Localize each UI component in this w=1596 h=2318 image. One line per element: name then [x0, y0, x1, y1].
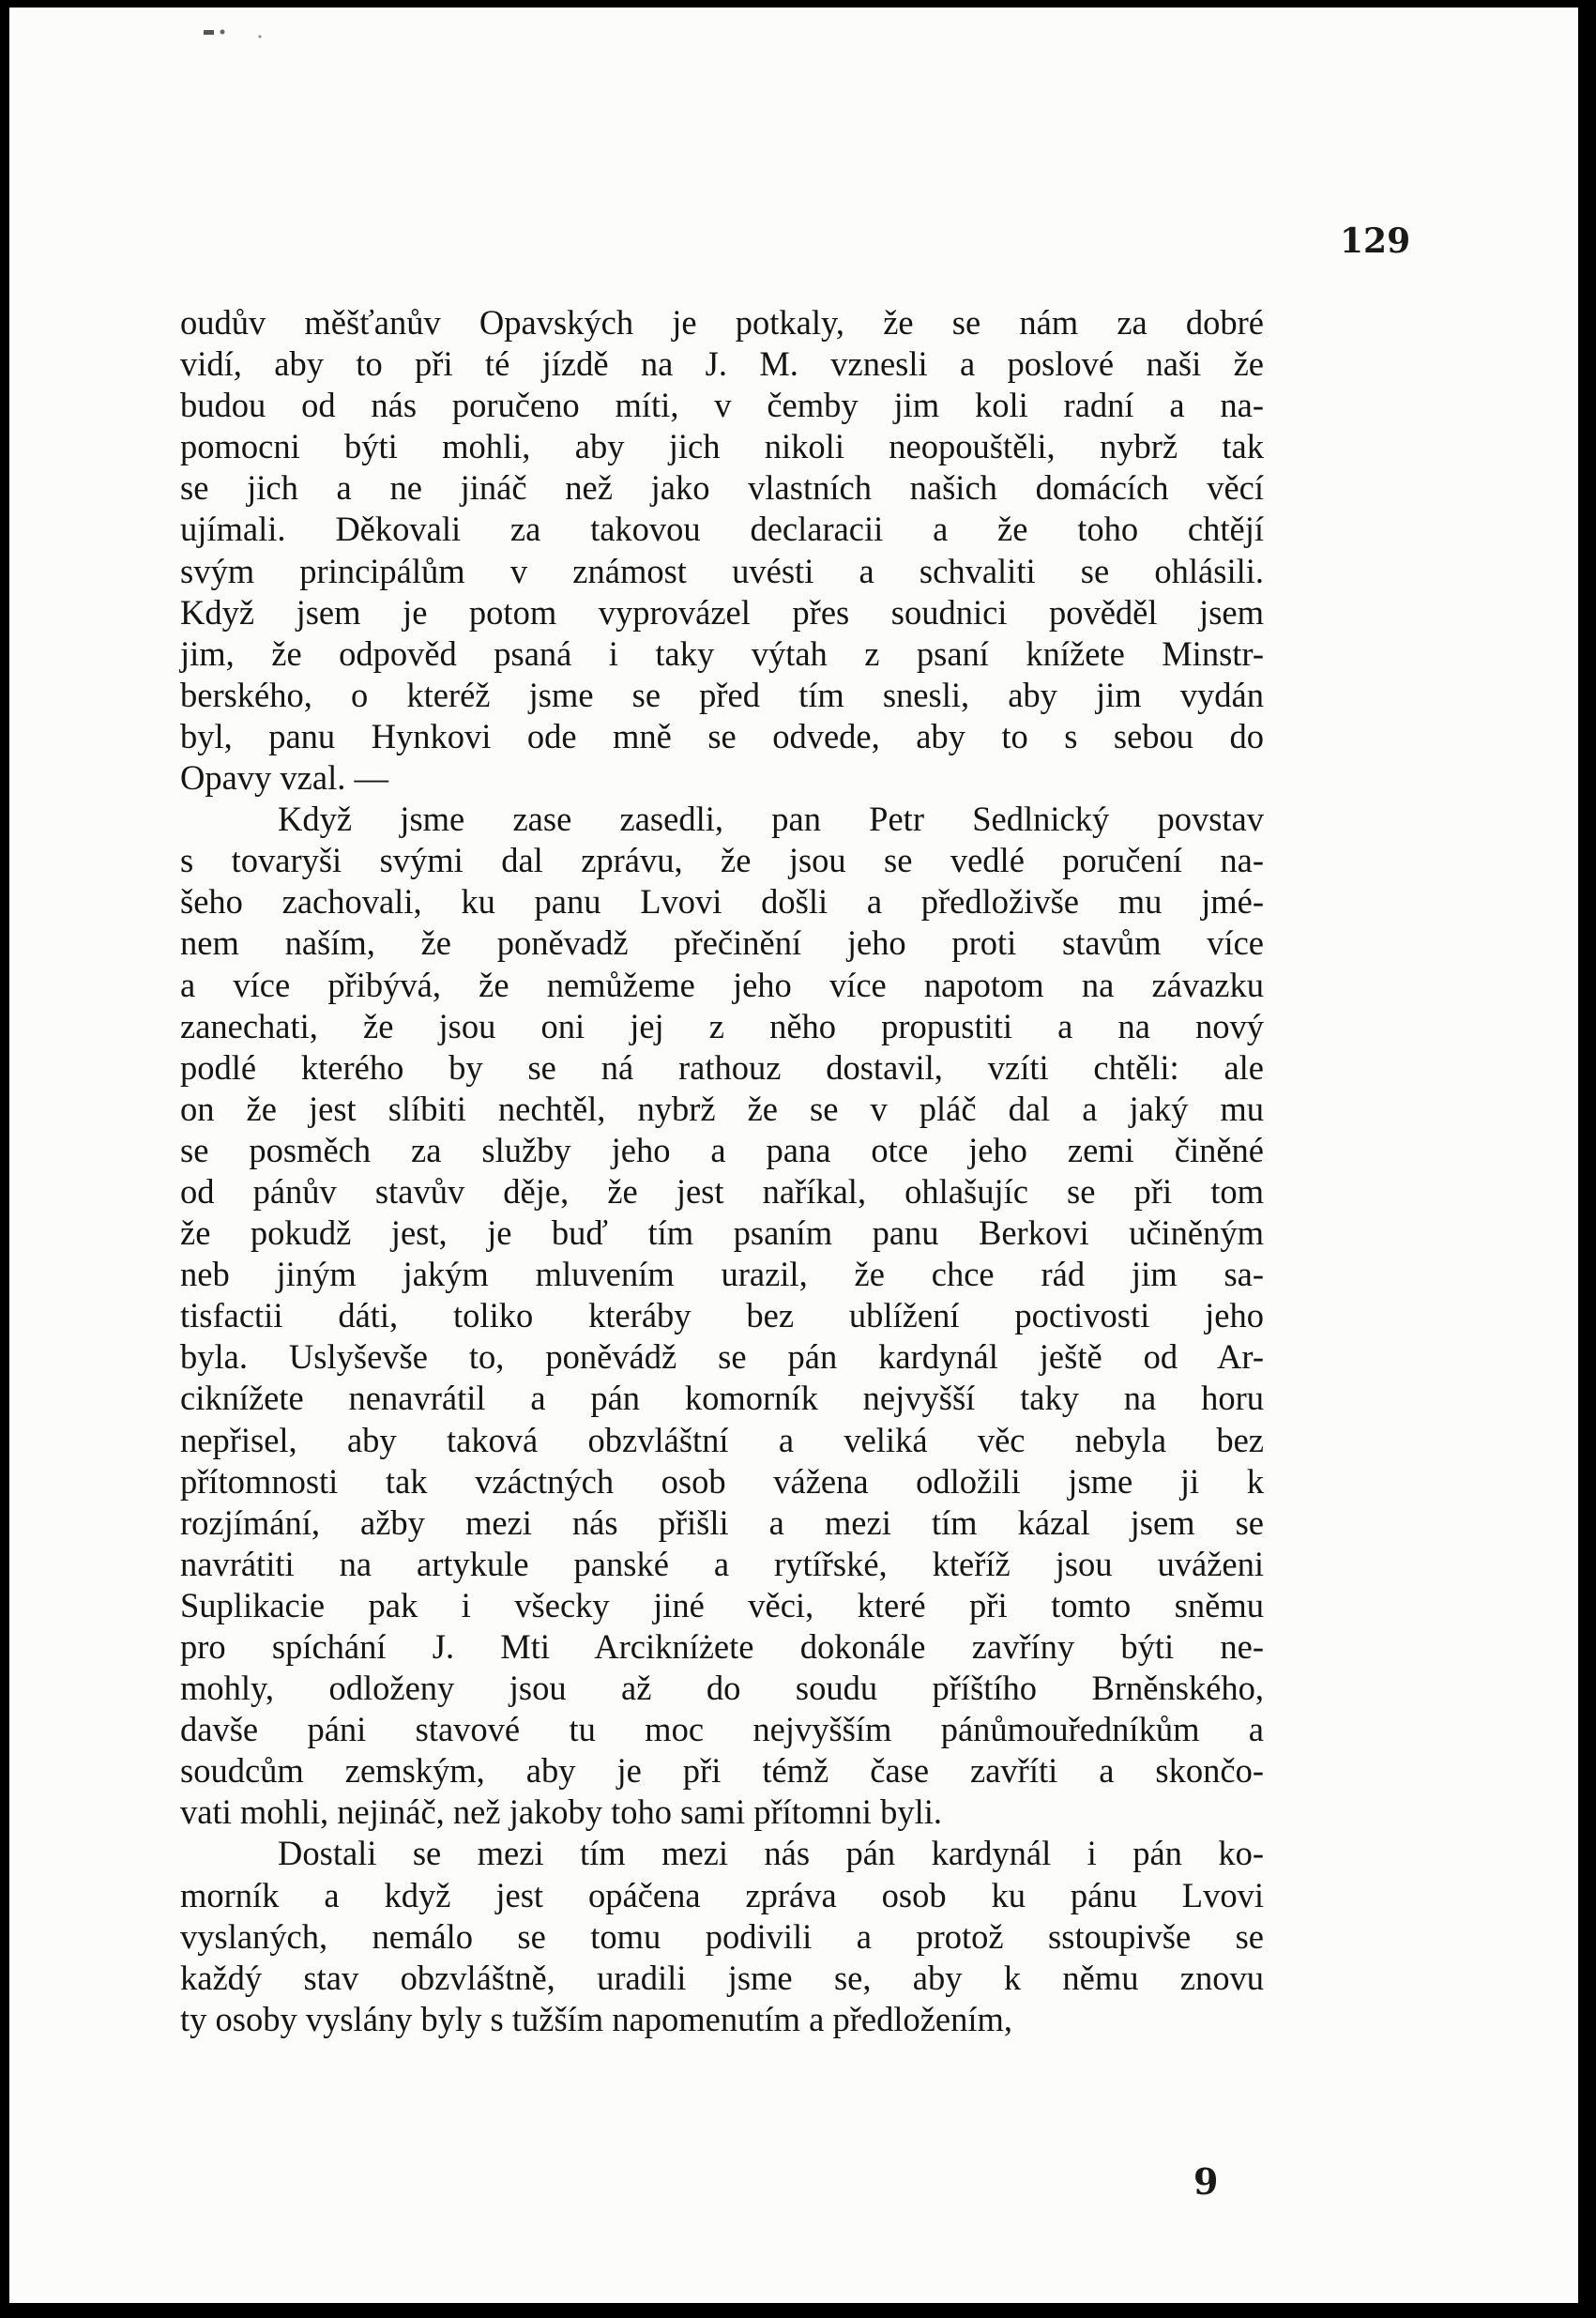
text-line: vati mohli, nejináč, než jakoby toho sami přítomni byli.: [180, 1792, 942, 1832]
text-line: Když jsme zase zasedli, pan Petr Sedlnický povstav: [278, 800, 1264, 839]
text-line: morník a když jest opáčena zpráva osob ku pánu Lvovi: [180, 1875, 1264, 1914]
text-line: mohly, odloženy jsou až do soudu příštího Brněnského,: [180, 1669, 1264, 1708]
text-line: tisfactii dáti, toliko kteráby bez ublížení poctivosti jeho: [180, 1296, 1264, 1335]
text-line: byla. Uslyševše to, poněvádž se pán kardynál ještě od Ar-: [180, 1337, 1264, 1377]
text-line: Opavy vzal. —: [180, 758, 388, 798]
text-line: on že jest slíbiti nechtěl, nybrž že se v pláč dal a jaký mu: [180, 1089, 1264, 1128]
text-line: nem naším, že poněvadž přečinění jeho proti stavům více: [180, 923, 1264, 963]
paragraph: [180, 302, 1264, 799]
text-line: a více přibývá, že nemůžeme jeho více napotom na závazku: [180, 965, 1264, 1004]
text-line: s tovaryši svými dal zprávu, že jsou se vedlé poručení na-: [180, 841, 1264, 880]
text-line: rozjímání, ažby mezi nás přišli a mezi tím kázal jsem se: [180, 1502, 1264, 1542]
text-line: ty osoby vyslány byly s tužším napomenutím a předložením,: [180, 1999, 1013, 2038]
paragraph: [180, 799, 1264, 1833]
text-line: zanechati, že jsou oni jej z něho propustiti a na nový: [180, 1006, 1264, 1045]
page-number: 129: [1340, 221, 1411, 261]
text-line: ujímali. Děkovali za takovou declaracii a že toho chtějí: [180, 510, 1264, 549]
text-line: budou od nás poručeno míti, v čemby jim koli radní a na-: [180, 386, 1264, 425]
text-line: Suplikacie pak i všecky jiné věci, které při tomto sněmu: [180, 1585, 1264, 1624]
signature-mark: 9: [1193, 2160, 1219, 2203]
text-line: Když jsem je potom vyprovázel přes soudnici pověděl jsem: [180, 592, 1264, 632]
text-line: Dostali se mezi tím mezi nás pán kardynál i pán ko-: [278, 1834, 1264, 1873]
text-line: pomocni býti mohli, aby jich nikoli neopouštěli, nybrž tak: [180, 427, 1264, 466]
paragraph: [180, 1833, 1264, 2039]
text-line: neb jiným jakým mluvením urazil, že chce rád jim sa-: [180, 1255, 1264, 1294]
speck-dash: [204, 30, 214, 35]
text-line: podlé kterého by se ná rathouz dostavil, vzíti chtěli: ale: [180, 1047, 1264, 1087]
speck-dot: [220, 30, 225, 35]
text-line: od pánův stavův děje, že jest naříkal, ohlašujíc se při tom: [180, 1171, 1264, 1211]
text-line: soudcům zemským, aby je při témž čase zavříti a skončo-: [180, 1751, 1264, 1791]
text-line: navrátiti na artykule panské a rytířské, kteříž jsou uváženi: [180, 1544, 1264, 1583]
speck-dot: [259, 36, 262, 38]
text-line: přítomnosti tak vzáctných osob vážena odložili jsme ji k: [180, 1461, 1264, 1501]
text-line: se jich a ne jináč než jako vlastních našich domácích věcí: [180, 468, 1264, 508]
text-line: pro spíchání J. Mti Arcikníżete dokonále zavříny býti ne-: [180, 1627, 1264, 1666]
text-line: se posměch za služby jeho a pana otce jeho zemi činěné: [180, 1130, 1264, 1169]
scan-specks: [202, 26, 267, 39]
text-line: berského, o kteréž jsme se před tím snesli, aby jim vydán: [180, 675, 1264, 714]
text-line: každý stav obzvláštně, uradili jsme se, aby k němu znovu: [180, 1958, 1264, 1997]
text-line: oudův měšťanův Opavských je potkaly, že se nám za dobré: [180, 303, 1264, 342]
text-line: nepřisel, aby taková obzvláštní a veliká věc nebyla bez: [180, 1420, 1264, 1459]
text-line: jim, že odpověd psaná i taky výtah z psaní knížete Minstr-: [180, 633, 1264, 673]
text-line: vidí, aby to při té jízdě na J. M. vznesli a poslové naši že: [180, 344, 1264, 384]
text-line: šeho zachovali, ku panu Lvovi došli a předloživše mu jmé-: [180, 882, 1264, 922]
text-line: davše páni stavové tu moc nejvyšším pánůmouředníkům a: [180, 1710, 1264, 1749]
text-line: ciknížete nenavrátil a pán komorník nejvyšší taky na horu: [180, 1379, 1264, 1418]
text-line: svým principálům v známost uvésti a schvaliti se ohlásili.: [180, 551, 1264, 590]
text-line: byl, panu Hynkovi ode mně se odvede, aby to s sebou do: [180, 716, 1264, 755]
text-line: vyslaných, nemálo se tomu podivili a protož sstoupivše se: [180, 1916, 1264, 1956]
body-text: [180, 302, 1264, 2040]
text-line: že pokudž jest, je buď tím psaním panu Berkovi učiněným: [180, 1213, 1264, 1253]
book-page: [9, 8, 1578, 2303]
